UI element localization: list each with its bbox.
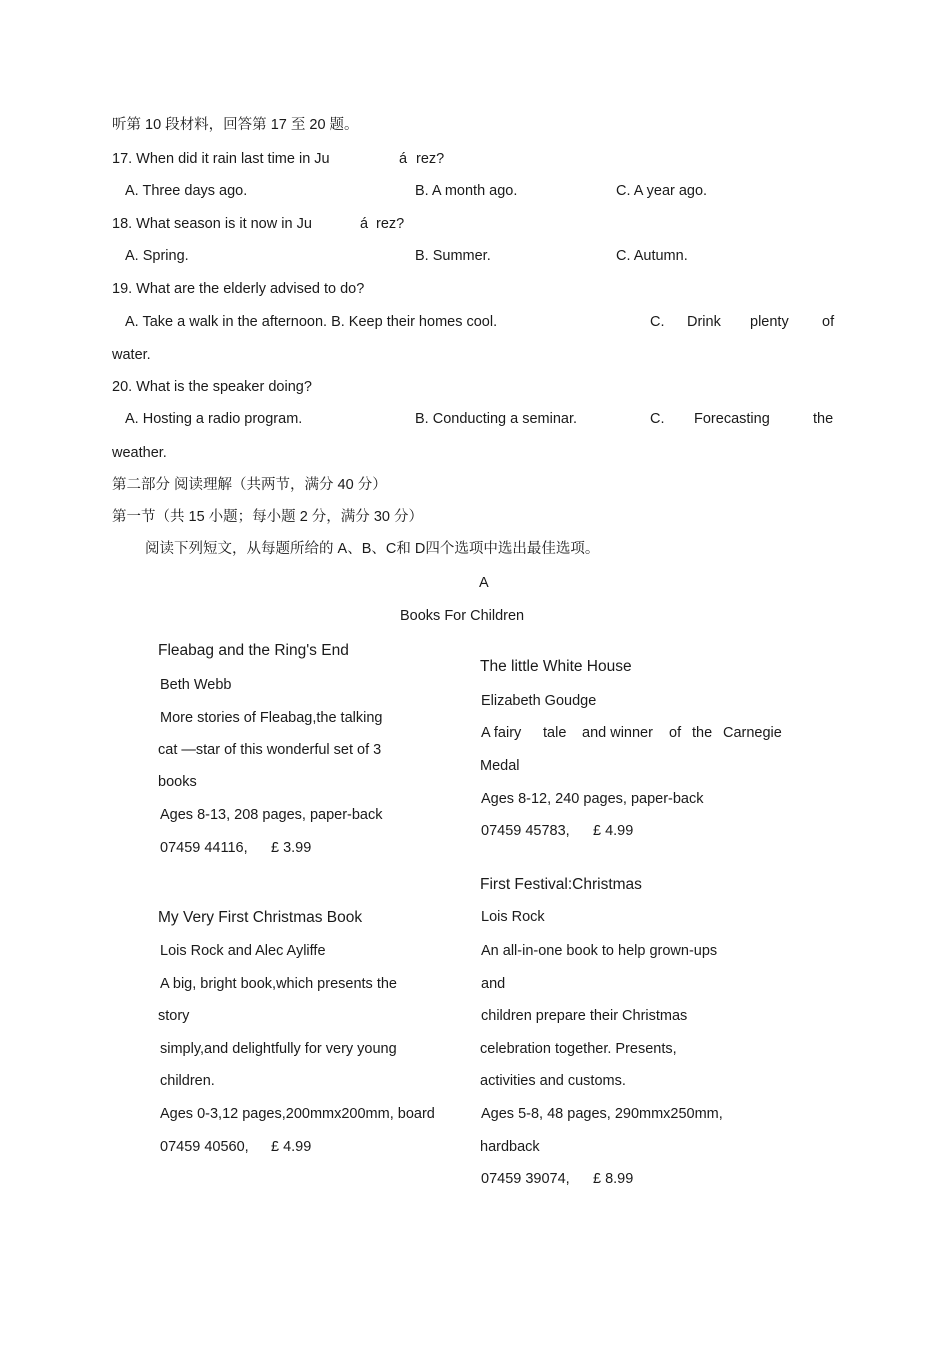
listening-intro: 听第 10 段材料，回答第 17 至 20 题。: [112, 117, 359, 133]
book-description: More stories of Fleabag,the talking: [160, 710, 383, 726]
option-c-word: the: [813, 411, 834, 427]
book-author: Lois Rock and Alec Ayliffe: [160, 943, 326, 959]
book-description: An all-in-one book to help grown-ups: [481, 943, 718, 959]
question-text-end: rez?: [416, 151, 445, 167]
book-code: 07459 39074,: [481, 1171, 570, 1187]
passage-title: Books For Children: [400, 608, 525, 624]
option-c-tail: water.: [112, 347, 151, 363]
option-a: A. Spring.: [125, 248, 189, 264]
book-code: 07459 44116,: [160, 840, 248, 856]
book-description: children prepare their Christmas: [481, 1008, 688, 1024]
book-description: and: [481, 976, 506, 992]
book-author: Beth Webb: [160, 677, 232, 693]
book-details: hardback: [480, 1139, 540, 1155]
option-c-label: C.: [650, 314, 665, 330]
book-title: The little White House: [480, 658, 632, 675]
book-description: Medal: [480, 758, 520, 774]
book-description: simply,and delightfully for very young: [160, 1041, 397, 1057]
book-code: 07459 45783,: [481, 823, 570, 839]
question-text-end: rez?: [376, 216, 405, 232]
option-c-label: C.: [650, 411, 665, 427]
book-code: 07459 40560,: [160, 1139, 249, 1155]
book-price: £ 8.99: [593, 1171, 634, 1187]
option-b: B. Summer.: [415, 248, 491, 264]
book-description: of: [669, 725, 682, 741]
question-18: [112, 215, 405, 233]
book-details: Ages 8-13, 208 pages, paper-back: [160, 807, 383, 823]
book-description: tale: [543, 725, 567, 741]
option-b: B. A month ago.: [415, 183, 518, 199]
book-details: Ages 8-12, 240 pages, paper-back: [481, 791, 704, 807]
section-one-heading: 第一节（共 15 小题；每小题 2 分，满分 30 分）: [112, 509, 423, 525]
option-c-tail: weather.: [112, 445, 167, 461]
book-description: cat —star of this wonderful set of 3: [158, 742, 382, 758]
book-details: Ages 5-8, 48 pages, 290mmx250mm,: [481, 1106, 723, 1122]
part-two-heading: 第二部分 阅读理解（共两节，满分 40 分）: [112, 477, 387, 493]
option-c-word: Forecasting: [694, 411, 770, 427]
book-description: Carnegie: [723, 725, 782, 741]
book-author: Lois Rock: [481, 909, 545, 925]
option-c-word: of: [822, 314, 835, 330]
question-17: [112, 150, 445, 168]
passage-letter: A: [479, 575, 489, 591]
option-c: C. Autumn.: [616, 248, 688, 264]
instructions: 阅读下列短文，从每题所给的 A、B、C和 D四个选项中选出最佳选项。: [145, 541, 600, 557]
accent-char: á: [399, 151, 408, 167]
book-description: A fairy: [481, 725, 522, 741]
question-text: 17. When did it rain last time in Ju: [112, 151, 330, 167]
book-description: activities and customs.: [480, 1073, 626, 1089]
book-title: Fleabag and the Ring's End: [158, 642, 349, 659]
book-price: £ 4.99: [271, 1139, 312, 1155]
book-description: celebration together. Presents,: [480, 1041, 677, 1057]
book-details: Ages 0-3,12 pages,200mmx200mm, board: [160, 1106, 435, 1122]
book-description: the: [692, 725, 713, 741]
option-a: A. Hosting a radio program.: [125, 411, 303, 427]
book-description: books: [158, 774, 197, 790]
book-description: A big, bright book,which presents the: [160, 976, 397, 992]
book-price: £ 3.99: [271, 840, 312, 856]
accent-char: á: [360, 216, 369, 232]
option-a: A. Three days ago.: [125, 183, 248, 199]
book-author: Elizabeth Goudge: [481, 693, 597, 709]
question-20: 20. What is the speaker doing?: [112, 379, 312, 395]
question-19: 19. What are the elderly advised to do?: [112, 281, 365, 297]
book-description: and winner: [582, 725, 653, 741]
book-title: First Festival:Christmas: [480, 876, 642, 893]
book-description: children.: [160, 1073, 215, 1089]
option-b: B. Conducting a seminar.: [415, 411, 578, 427]
option-a-b: A. Take a walk in the afternoon. B. Keep their homes cool.: [125, 314, 498, 330]
option-c-word: plenty: [750, 314, 789, 330]
option-c: C. A year ago.: [616, 183, 708, 199]
option-c-word: Drink: [687, 314, 721, 330]
book-price: £ 4.99: [593, 823, 634, 839]
book-description: story: [158, 1008, 190, 1024]
question-text: 18. What season is it now in Ju: [112, 216, 312, 232]
book-title: My Very First Christmas Book: [158, 909, 363, 926]
